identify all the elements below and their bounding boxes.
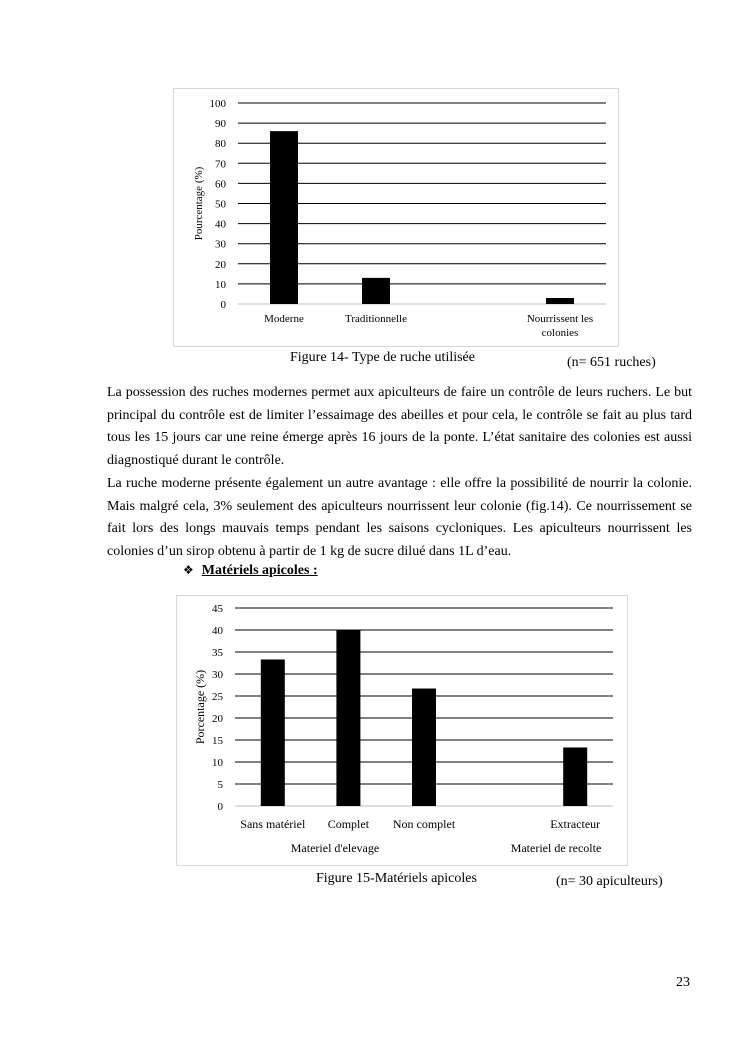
category-label: Nourrissent les (526, 313, 594, 325)
bar (563, 747, 587, 806)
y-tick-label: 15 (212, 735, 223, 747)
bar (362, 278, 390, 304)
y-tick-label: 0 (220, 299, 226, 311)
y-tick-label: 10 (212, 757, 223, 769)
figure15-chart-svg (177, 596, 627, 865)
y-tick-label: 0 (217, 801, 223, 813)
bar (336, 630, 360, 806)
y-tick-label: 50 (215, 198, 226, 211)
y-tick-label: 35 (212, 647, 223, 659)
y-tick-label: 20 (215, 258, 226, 271)
figure14-caption: Figure 14- Type de ruche utilisée (290, 350, 475, 365)
category-label: Sans matériel (240, 817, 306, 831)
y-tick-label: 25 (212, 691, 223, 703)
group-label: Materiel de recolte (510, 841, 602, 855)
figure14-chart-svg (174, 89, 618, 346)
category-label: Moderne (264, 313, 304, 325)
bar (270, 131, 298, 304)
y-tick-label: 60 (215, 178, 226, 191)
category-label: Non complet (392, 817, 456, 831)
y-tick-label: 80 (215, 138, 226, 151)
y-tick-label: 10 (215, 278, 226, 291)
y-tick-label: 5 (217, 779, 223, 791)
bar (412, 689, 436, 806)
category-label: colonies (541, 327, 579, 339)
y-tick-label: 20 (212, 713, 223, 725)
y-tick-label: 100 (209, 98, 226, 110)
y-tick-label: 40 (212, 625, 223, 637)
figure15-sample-size: (n= 30 apiculteurs) (556, 874, 663, 889)
y-tick-label: 45 (212, 603, 223, 615)
y-tick-label: 90 (215, 118, 226, 131)
paragraph-2: La ruche moderne présente également un autre avantage : elle offre la possibilité de nourrir la colonie. Mais malgré cela, 3% seulement des apiculteurs nourrissent leur colonie (fig.14). Ce nourrissement se fait lors des longs mauvais temps pendant les saisons cycloniques. Les apiculteurs nourrissent les colonies d’un sirop obtenu à partir de 1 kg de sucre dilué dans 1L d’eau. (107, 476, 692, 559)
figure14-chart (173, 88, 619, 347)
category-label: Traditionnelle (345, 313, 407, 325)
y-axis-label: Pourcentage (%) (193, 166, 205, 241)
y-axis-label: Porcentage (%) (193, 669, 207, 745)
figure15-caption: Figure 15-Matériels apicoles (316, 871, 477, 886)
section-heading-text: Matériels apicoles : (201, 563, 318, 578)
group-label: Materiel d'elevage (290, 841, 380, 855)
category-label: Complet (327, 817, 370, 831)
y-tick-label: 30 (212, 669, 223, 681)
y-tick-label: 70 (215, 158, 226, 171)
diamond-bullet-icon: ❖ (183, 563, 194, 577)
bar (261, 659, 285, 806)
y-tick-label: 30 (215, 238, 226, 251)
bar (546, 298, 574, 304)
figure14-sample-size: (n= 651 ruches) (567, 355, 656, 370)
section-heading (183, 563, 318, 579)
category-label: Extracteur (550, 817, 601, 831)
figure15-chart (176, 595, 628, 866)
paragraph-1: La possession des ruches modernes permet aux apiculteurs de faire un contrôle de leurs ruchers. Le but principal du contrôle est de limiter l’essaimage des abeilles et pour cela, le contrôle se fait au plus tard tous les 15 jours car une reine émerge après 16 jours de la ponte. L’état sanitaire des colonies est aussi diagnostiqué durant le contrôle. (107, 385, 692, 468)
page-number: 23 (676, 975, 690, 990)
y-tick-label: 40 (215, 218, 226, 231)
